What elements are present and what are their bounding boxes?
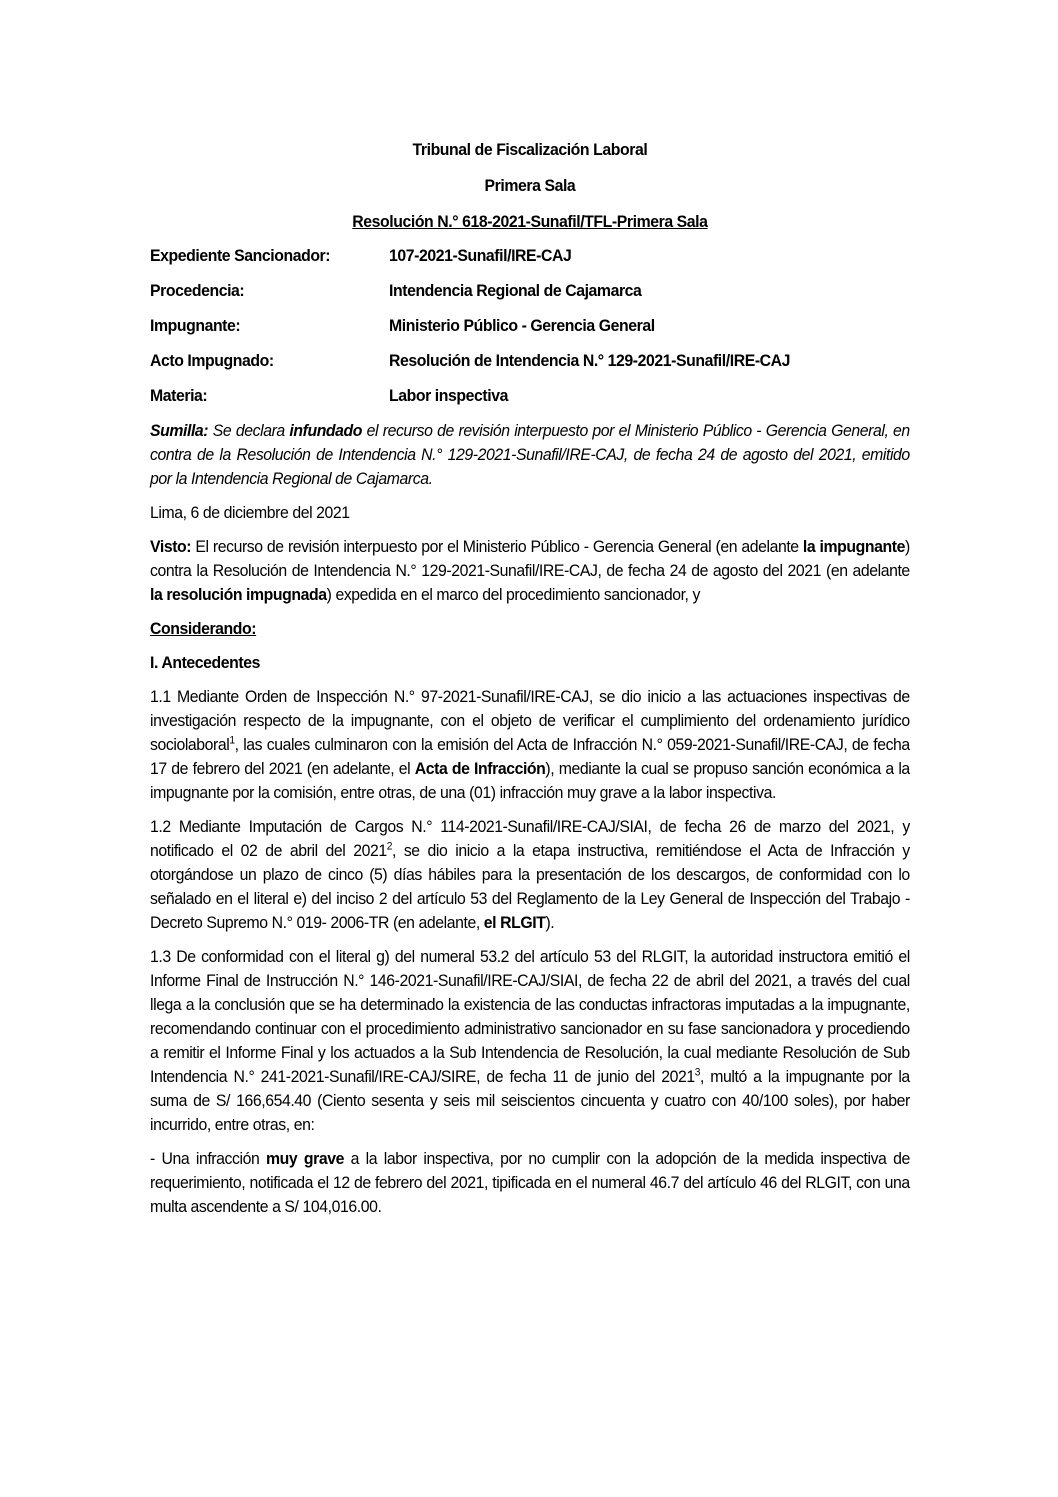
visto-paragraph bbox=[150, 535, 910, 607]
sumilla-text: Se declara bbox=[208, 421, 290, 440]
bullet-item bbox=[150, 1147, 910, 1219]
visto-text: El recurso de revisión interpuesto por el Ministerio Público - Gerencia General (en adelante bbox=[191, 537, 803, 556]
sumilla-verdict: infundado bbox=[289, 421, 363, 440]
meta-key: Expediente Sancionador: bbox=[150, 246, 331, 265]
paragraph-text: 1.2 Mediante Imputación de Cargos N.° 114-2021-Sunafil/IRE-CAJ/SIAI, de fecha 26 de marzo del 2021, y notificado el 02 de abril del 2021 bbox=[150, 817, 910, 860]
visto-bold-term: la resolución impugnada bbox=[150, 585, 327, 604]
paragraph-1-1 bbox=[150, 685, 910, 805]
meta-key: Impugnante: bbox=[150, 316, 241, 335]
bold-term: Acta de Infracción bbox=[414, 759, 546, 778]
meta-row-expediente bbox=[150, 244, 910, 268]
bold-term: el RLGIT bbox=[483, 913, 546, 932]
meta-row-procedencia bbox=[150, 279, 910, 303]
meta-key: Procedencia: bbox=[150, 281, 245, 300]
paragraph-text: , se dio inicio a la etapa instructiva, remitiéndose el Acta de Infracción y otorgándose un plazo de cinco (5) días hábiles para la presentación de los descargos, de conformidad con lo señalado en el literal e) del inciso 2 del artículo 53 del Reglamento de la Ley General de Inspección del Trabajo - Decreto Supremo N.° 019- 2006-TR (en adelante, bbox=[150, 841, 910, 932]
visto-bold-term: la impugnante bbox=[802, 537, 905, 556]
sumilla-paragraph bbox=[150, 419, 910, 491]
meta-row-materia bbox=[150, 384, 910, 408]
paragraph-text: 1.1 Mediante Orden de Inspección N.° 97-2021-Sunafil/IRE-CAJ, se dio inicio a las actuaciones inspectivas de investigación respecto de la impugnante, con el objeto de verificar el cumplimiento del ordenamiento jurídico sociolaboral bbox=[150, 687, 910, 754]
paragraph-text: , multó a la impugnante por la suma de S/ 166,654.40 (Ciento sesenta y seis mil seiscientos cincuenta y cuatro con 40/100 soles), por haber incurrido, entre otras, en: bbox=[150, 1067, 910, 1134]
meta-value: Intendencia Regional de Cajamarca bbox=[389, 281, 642, 300]
paragraph-text: 1.3 De conformidad con el literal g) del numeral 53.2 del artículo 53 del RLGIT, la autoridad instructora emitió el Informe Final de Instrucción N.° 146-2021-Sunafil/IRE-CAJ/SIAI, de fecha 22 de abril del 2021, a través del cual llega a la conclusión que se ha determinado la existencia de las conductas infractoras imputadas a la impugnante, recomendando continuar con el procedimiento administrativo sancionador en su fase sancionadora y procediendo a remitir el Informe Final y los actuados a la Sub Intendencia de Resolución, la cual mediante Resolución de Sub Intendencia N.° 241-2021-Sunafil/IRE-CAJ/SIRE, de fecha 11 de junio del 2021 bbox=[150, 947, 910, 1086]
meta-row-impugnante bbox=[150, 314, 910, 338]
date-line: Lima, 6 de diciembre del 2021 bbox=[150, 503, 350, 522]
paragraph-text: ), mediante la cual se propuso sanción económica a la impugnante por la comisión, entre otras, de una (01) infracción muy grave a la labor inspectiva. bbox=[150, 759, 910, 802]
bold-term: muy grave bbox=[265, 1149, 344, 1168]
meta-row-acto-impugnado bbox=[150, 349, 910, 373]
meta-value: 107-2021-Sunafil/IRE-CAJ bbox=[389, 246, 572, 265]
section-heading-antecedentes: I. Antecedentes bbox=[150, 653, 261, 672]
paragraph-text: , las cuales culminaron con la emisión del Acta de Infracción N.° 059-2021-Sunafil/IRE-CAJ, de fecha 17 de febrero del 2021 (en adelante, el bbox=[150, 735, 910, 778]
meta-key: Materia: bbox=[150, 386, 208, 405]
footnote-ref: 2 bbox=[386, 840, 392, 853]
paragraph-1-2 bbox=[150, 815, 910, 935]
paragraph-text: - Una infracción bbox=[150, 1149, 266, 1168]
sala-title: Primera Sala bbox=[484, 176, 576, 195]
meta-value: Ministerio Público - Gerencia General bbox=[389, 316, 655, 335]
paragraph-text: ). bbox=[545, 913, 555, 932]
meta-value: Labor inspectiva bbox=[389, 386, 508, 405]
paragraph-text: a la labor inspectiva, por no cumplir con la adopción de la medida inspectiva de requerimiento, notificada el 12 de febrero del 2021, tipificada en el numeral 46.7 del artículo 46 del RLGIT, con una multa ascendente a S/ 104,016.00. bbox=[150, 1149, 910, 1216]
paragraph-1-3 bbox=[150, 945, 910, 1137]
footnote-ref: 3 bbox=[694, 1066, 700, 1079]
footnote-ref: 1 bbox=[229, 734, 235, 747]
visto-text: ) contra la Resolución de Intendencia N.° 129-2021-Sunafil/IRE-CAJ, de fecha 24 de agosto del 2021 (en adelante bbox=[150, 537, 910, 580]
visto-text: ) expedida en el marco del procedimiento sancionador, y bbox=[326, 585, 700, 604]
visto-label: Visto: bbox=[150, 537, 192, 556]
document-body bbox=[150, 138, 910, 1229]
sumilla-text: el recurso de revisión interpuesto por el Ministerio Público - Gerencia General, en contra de la Resolución de Intendencia N.° 129-2021-Sunafil/IRE-CAJ, de fecha 24 de agosto del 2021, emitido por la Intendencia Regional de Cajamarca. bbox=[150, 421, 910, 488]
considerando-heading: Considerando: bbox=[150, 619, 257, 638]
meta-key: Acto Impugnado: bbox=[150, 351, 274, 370]
resolution-number: Resolución N.° 618-2021-Sunafil/TFL-Primera Sala bbox=[352, 212, 708, 231]
sumilla-label: Sumilla: bbox=[150, 421, 209, 440]
meta-value: Resolución de Intendencia N.° 129-2021-Sunafil/IRE-CAJ bbox=[389, 351, 791, 370]
tribunal-title: Tribunal de Fiscalización Laboral bbox=[412, 140, 648, 159]
